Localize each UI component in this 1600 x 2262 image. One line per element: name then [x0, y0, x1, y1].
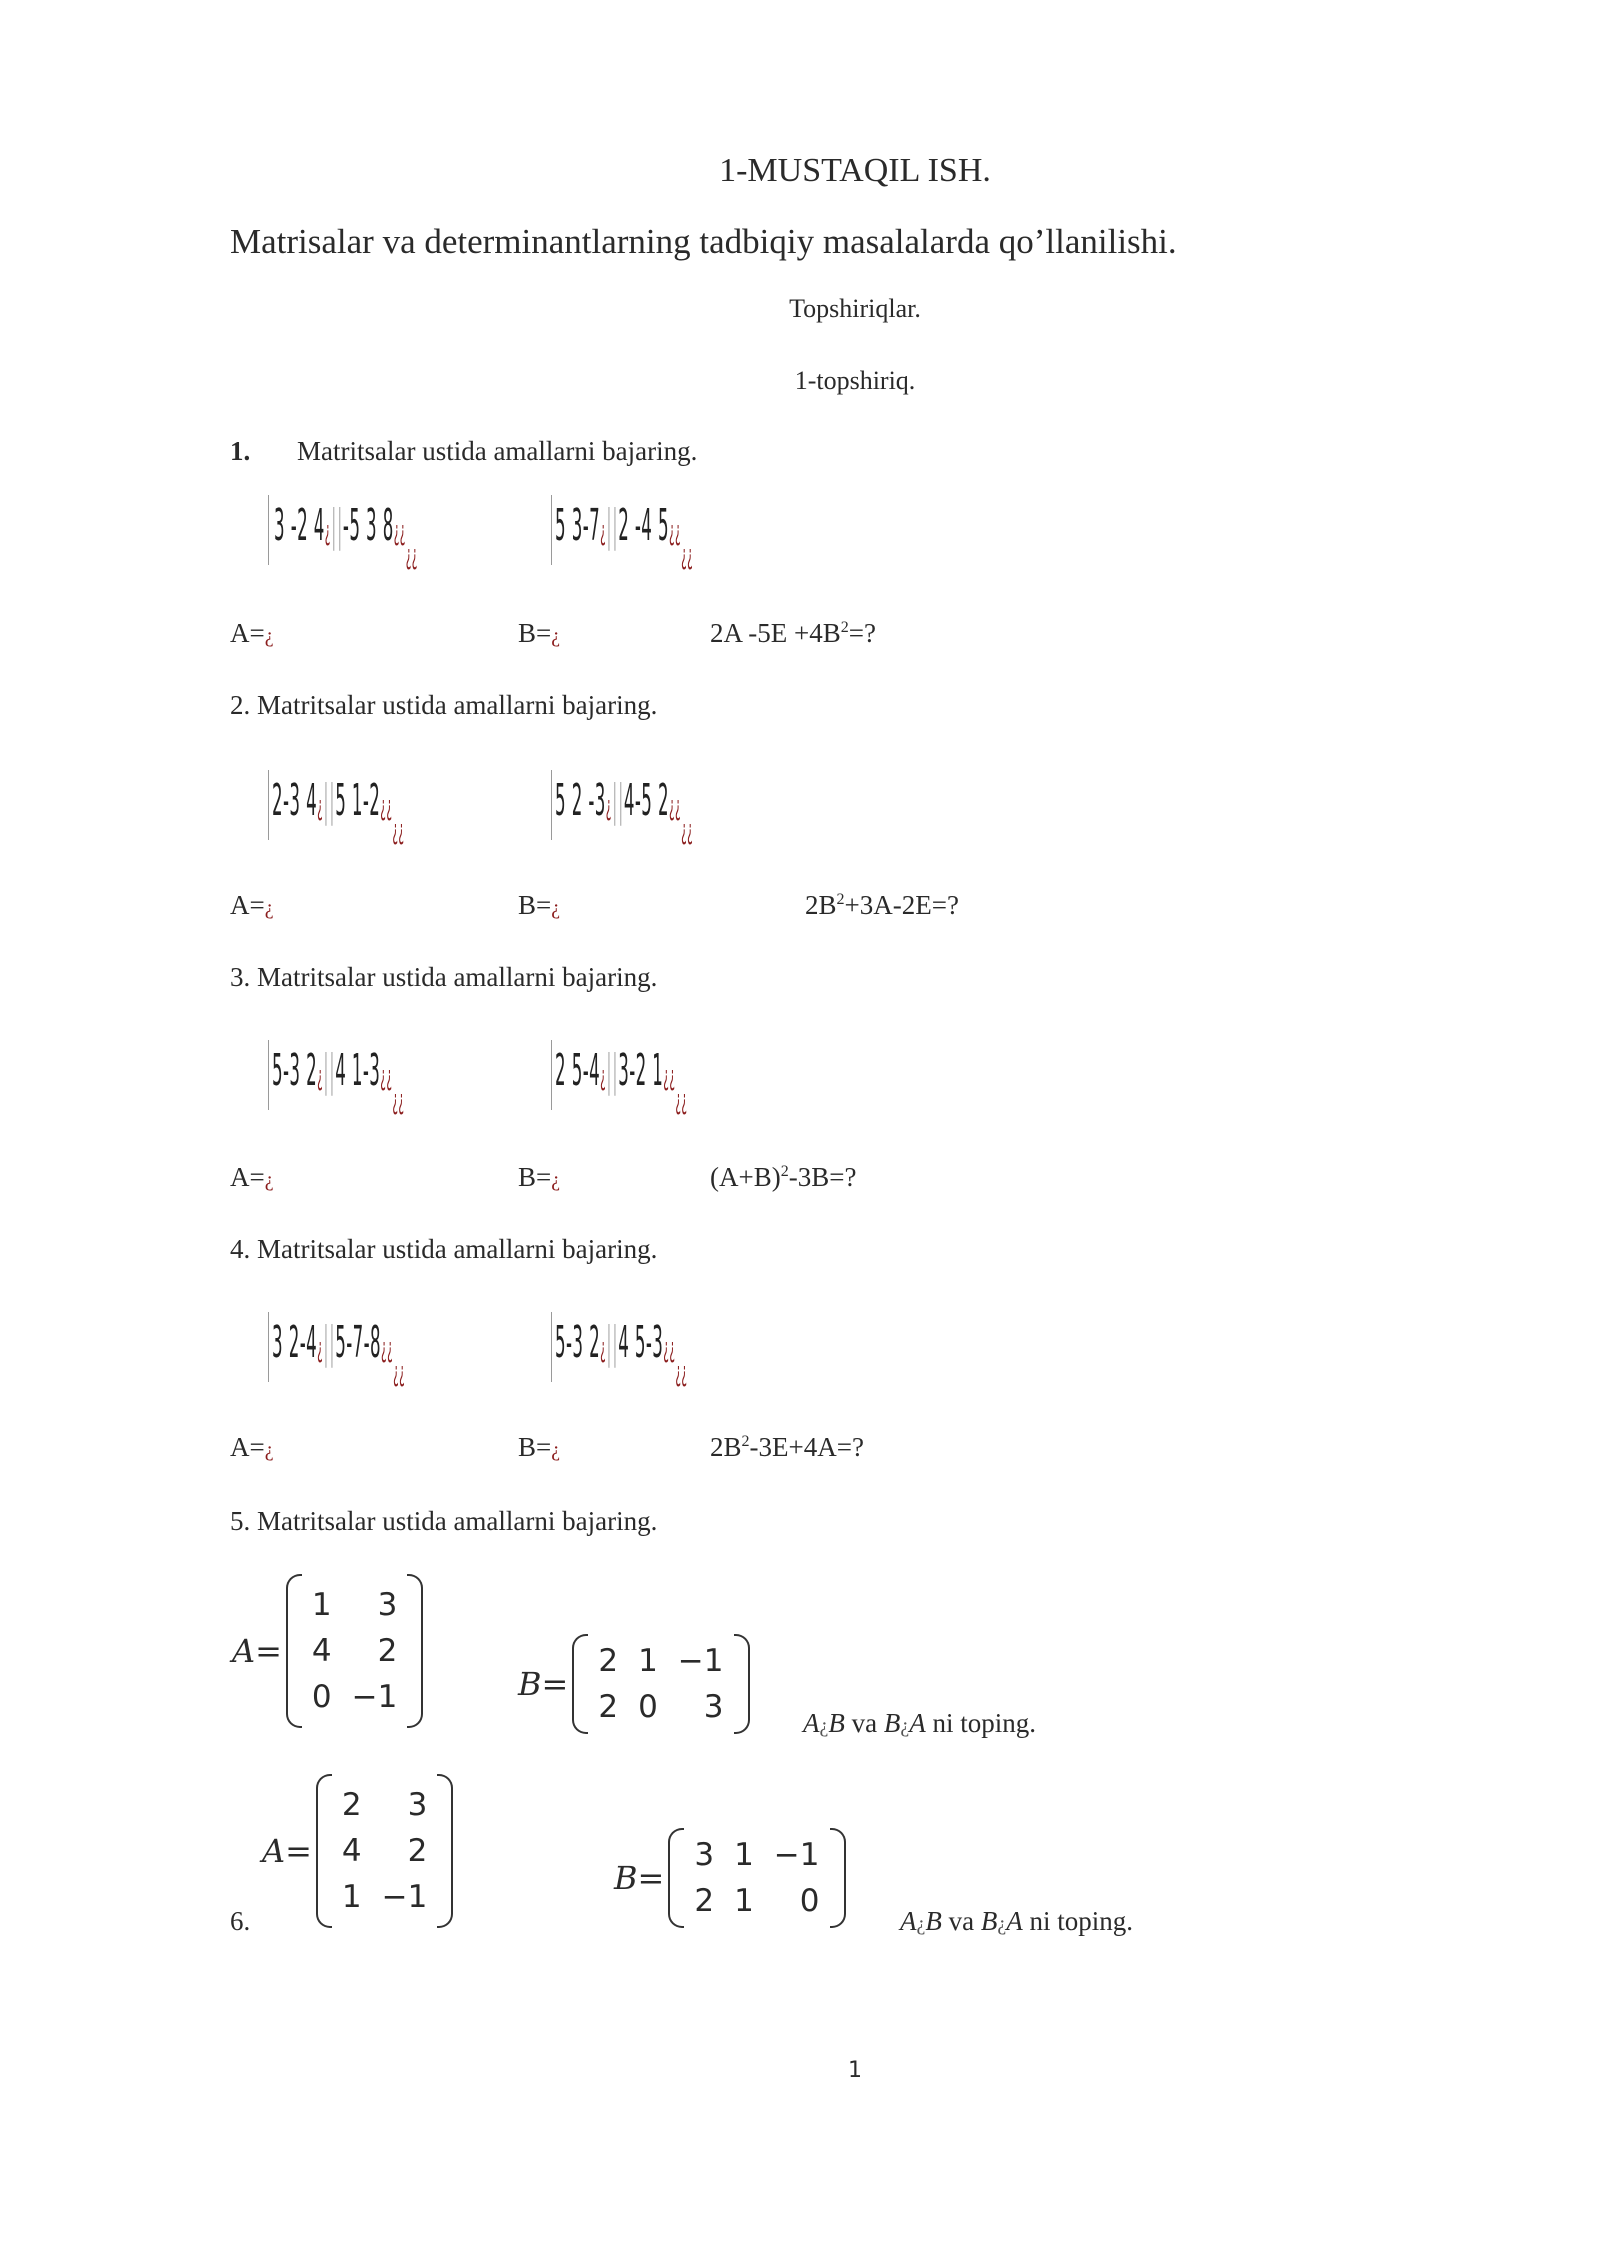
problem-5-find-instruction: A¿B va B¿A ni toping. [803, 1708, 1037, 1738]
problem-5-matrix-b: B= 2 1 −1 2 0 3 [518, 1634, 750, 1734]
problem-6-number: 6. [230, 1906, 251, 1936]
problem-2-matrix-a-garbled: 2-3 4¿||5 $1-2¿¿_{¿¿}$ [272, 775, 405, 846]
problem-4-text: 4. Matritsalar ustida amallarni bajaring. [230, 1234, 658, 1264]
problem-3-text: 3. Matritsalar ustida amallarni bajaring. [230, 962, 658, 992]
matrix-bracket-line [268, 495, 269, 565]
problem-2-matrix-b-garbled: 5 2 -3¿||4-5 $2¿¿_{¿¿}$ [555, 775, 694, 846]
matrix-bracket-line [551, 770, 552, 840]
matrix-bracket-line [551, 1312, 552, 1382]
problem-1-a-label: A=¿ [230, 618, 274, 648]
problem-4-expression: $2B^2-3E+4A=$? [710, 1432, 864, 1462]
page-number: 1 [848, 2058, 862, 2083]
matrix-bracket-line [268, 770, 269, 840]
problem-1-matrix-b-garbled: 5 3-7¿||2 -4 $5¿¿_{¿¿}$ [555, 500, 694, 571]
problem-3-matrix-b-garbled: 2 5-4¿||3-2 $1¿¿_{¿¿}$ [555, 1045, 688, 1116]
document-subtitle: Matrisalar va determinantlarning tadbiqiy masalalarda qo’llanilishi. [230, 222, 1177, 261]
problem-2-text: 2. Matritsalar ustida amallarni bajaring. [230, 690, 658, 720]
subsection-heading: 1-topshiriq. [794, 366, 916, 395]
problem-3-a-label: A=¿ [230, 1162, 274, 1192]
problem-5-matrix-a: A= 1 3 4 2 0 −1 [232, 1574, 423, 1728]
problem-3-expression: $(A+B)^2-3B=$? [710, 1162, 857, 1192]
matrix-bracket-line [551, 1040, 552, 1110]
problem-4-b-label: B=¿ [518, 1432, 561, 1462]
problem-2-b-label: B=¿ [518, 890, 561, 920]
problem-4-matrix-b-garbled: 5-3 2¿||4 $5-3¿¿_{¿¿}$ [555, 1317, 688, 1388]
problem-1-number: 1. [230, 436, 251, 466]
problem-4-matrix-a-garbled: 3 $2-4¿||5-7-8¿¿_{¿¿}$ [272, 1317, 406, 1388]
problem-3-matrix-a-garbled: 5-3 2¿||4 $1-3¿¿_{¿¿}$ [272, 1045, 405, 1116]
problem-6-find-instruction: A¿B va B¿A ni toping. [900, 1906, 1134, 1936]
problem-6-matrix-b: B= 3 1 −1 2 1 0 [614, 1828, 846, 1928]
problem-1-expression: 2A $-5E +4B^2=$? [710, 618, 876, 648]
section-heading: Topshiriqlar. [789, 294, 921, 323]
problem-2-a-label: A=¿ [230, 890, 274, 920]
matrix-bracket-line [268, 1312, 269, 1382]
problem-4-a-label: A=¿ [230, 1432, 274, 1462]
problem-5-text: 5. Matritsalar ustida amallarni bajaring. [230, 1506, 658, 1536]
problem-2-expression: $2B^2+3A-2E=$? [805, 890, 959, 920]
problem-6-matrix-a: A= 2 3 4 2 1 −1 [262, 1774, 453, 1928]
matrix-bracket-line [268, 1040, 269, 1110]
problem-1-b-label: B=¿ [518, 618, 561, 648]
problem-1-matrix-a-garbled: 3 -2 4¿||-5 3 $8¿¿_{¿¿}$ [274, 500, 418, 571]
page-title: 1-MUSTAQIL ISH. [719, 152, 991, 189]
problem-3-b-label: B=¿ [518, 1162, 561, 1192]
matrix-bracket-line [551, 495, 552, 565]
problem-1-text: Matritsalar ustida amallarni bajaring. [297, 436, 698, 466]
